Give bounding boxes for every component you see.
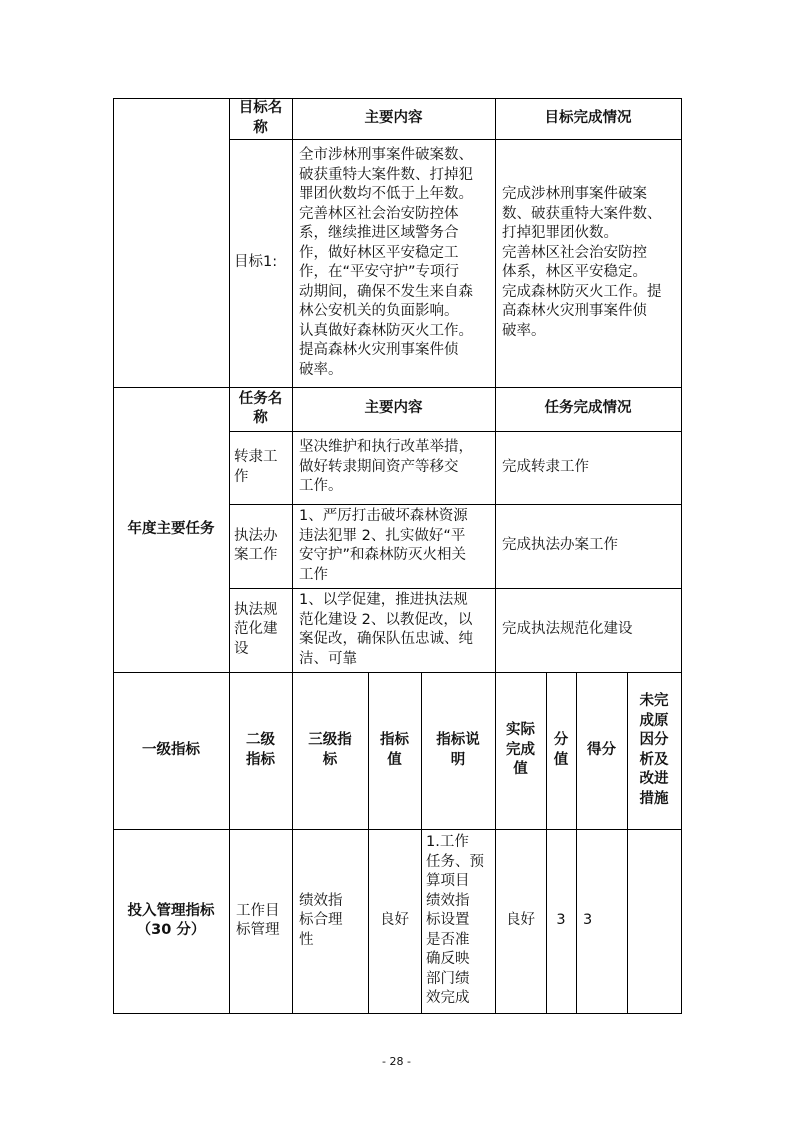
page-number: - 28 - xyxy=(382,1055,411,1068)
indicator-row-actual: 良好 xyxy=(506,912,535,929)
score-header: 分 值 xyxy=(553,732,569,768)
task-row-2-name: 执法办 案工作 xyxy=(234,527,278,563)
task-row-1-name: 转隶工 作 xyxy=(234,449,278,485)
indicator-level1-header: 一级指标 xyxy=(142,741,200,758)
indicator-row-level1: 投入管理指标 （30 分） xyxy=(127,902,215,938)
annual-tasks-label: 年度主要任务 xyxy=(127,520,215,537)
task-row-3-status: 完成执法规范化建设 xyxy=(502,621,633,638)
goal-1-content: 全市涉林刑事案件破案数、 破获重特大案件数、打掉犯 罪团伙数均不低于上年数。 完善林区社会治安防控体 系，继续推进区域警务合 作，做好林区平安稳定工 作，在“平安守护”专项行 动期间，确保不发生来自森 林公安机关的负面影响。 认真做好森林防灭火工作。 提高森林火灾刑事案件侦 破率。 xyxy=(299,147,473,378)
indicator-row-level3: 绩效指 标合理 性 xyxy=(299,892,343,948)
indicator-value-header: 指标 值 xyxy=(380,732,409,768)
task-row-2-content: 1、严厉打击破坏森林资源 违法犯罪 2、扎实做好“平 安守护”和森林防灭火相关 工作 xyxy=(299,508,468,583)
indicator-row-reason xyxy=(627,829,681,1013)
goal-1-status: 完成涉林刑事案件破案 数、破获重特大案件数、 打掉犯罪团伙数。 完善林区社会治安防控 体系，林区平安稳定。 完成森林防灭火工作。提 高森林火灾刑事案件侦 破率。 xyxy=(502,186,662,339)
indicator-row-score: 3 xyxy=(556,912,566,929)
got-score-header: 得分 xyxy=(587,741,616,758)
goal-status-header: 目标完成情况 xyxy=(544,109,632,126)
task-row-3-name: 执法规 范化建 设 xyxy=(234,601,278,657)
task-row-1-content: 坚决维护和执行改革举措， 做好转隶期间资产等移交 工作。 xyxy=(299,439,473,495)
task-row-1-status: 完成转隶工作 xyxy=(502,458,589,475)
indicator-row-value: 良好 xyxy=(380,912,409,929)
task-status-header: 任务完成情况 xyxy=(544,400,632,417)
actual-value-header: 实际 完成 值 xyxy=(506,722,535,778)
indicator-level2-header: 二级 指标 xyxy=(246,732,275,768)
goal-content-header: 主要内容 xyxy=(364,109,423,126)
indicator-row-level2: 工作目 标管理 xyxy=(236,902,280,938)
reason-header: 未完 成原 因分 析及 改进 措施 xyxy=(639,693,669,807)
indicator-row-got: 3 xyxy=(583,912,593,929)
task-name-header: 任务名 称 xyxy=(238,390,283,426)
task-row-3-content: 1、以学促建，推进执法规 范化建设 2、以教促改，以 案促改，确保队伍忠诚、纯 洁、可靠 xyxy=(299,592,473,667)
task-row-2-status: 完成执法办案工作 xyxy=(502,537,618,554)
task-content-header: 主要内容 xyxy=(364,400,423,417)
indicator-level3-header: 三级指 标 xyxy=(308,732,352,768)
goal-1-name: 目标1: xyxy=(234,254,278,271)
indicator-row-desc: 1.工作 任务、预 算项目 绩效指 标设置 是否准 确反映 部门绩 效完成 xyxy=(426,834,484,1007)
goal-name-header: 目标名 称 xyxy=(238,100,283,136)
indicator-desc-header: 指标说 明 xyxy=(436,732,480,768)
